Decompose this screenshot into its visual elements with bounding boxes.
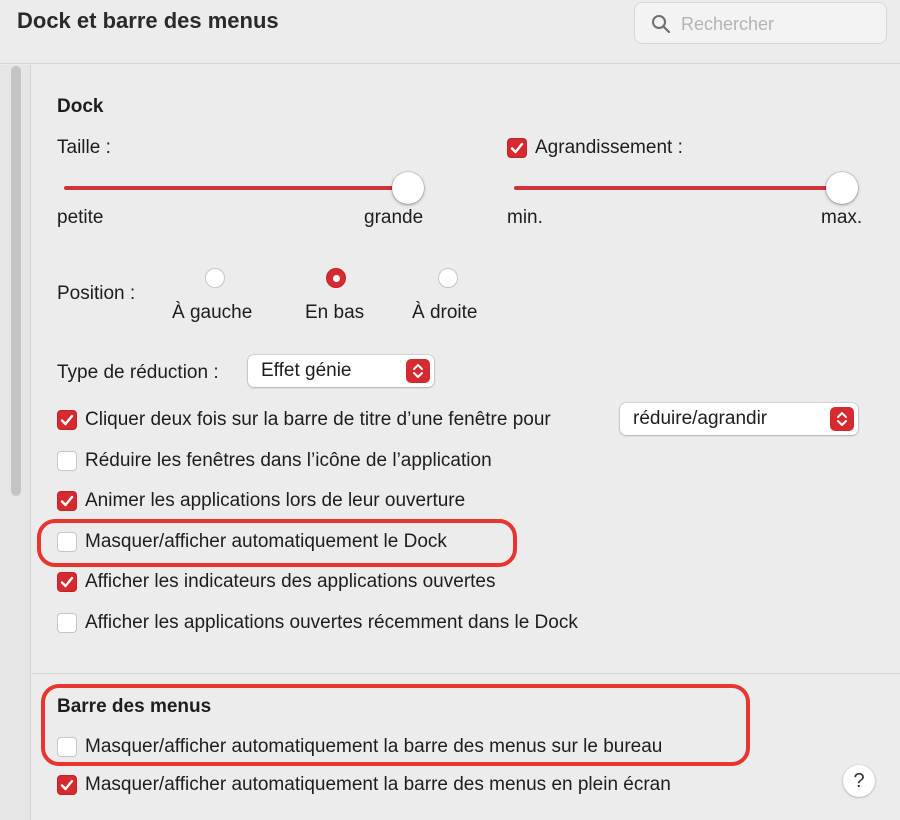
checkmark-icon xyxy=(60,778,74,792)
search-input[interactable] xyxy=(681,11,871,37)
window-title: Dock et barre des menus xyxy=(17,8,279,33)
position-bottom-radio[interactable] xyxy=(326,268,346,288)
position-label: Position : xyxy=(57,283,136,304)
autohide-menubar-desktop-label: Masquer/afficher automatiquement la barre des menus sur le bureau xyxy=(85,736,663,757)
magnification-slider[interactable] xyxy=(514,171,858,207)
magnification-slider-knob[interactable] xyxy=(826,172,858,204)
magnification-slider-track xyxy=(514,186,858,190)
search-field[interactable] xyxy=(634,2,887,44)
checkmark-icon xyxy=(60,413,74,427)
show-indicators-checkbox[interactable] xyxy=(57,572,77,592)
double-click-label: Cliquer deux fois sur la barre de titre d’une fenêtre pour xyxy=(85,409,551,430)
position-right-radio[interactable] xyxy=(438,268,458,288)
autohide-menubar-fullscreen-checkbox[interactable] xyxy=(57,775,77,795)
size-max-label: grande xyxy=(364,207,424,228)
magnification-max-label: max. xyxy=(821,207,863,228)
section-divider xyxy=(32,673,900,674)
position-left-label: À gauche xyxy=(172,302,253,323)
size-label: Taille : xyxy=(57,137,111,158)
size-slider[interactable] xyxy=(64,171,424,207)
minimize-into-app-checkbox[interactable] xyxy=(57,451,77,471)
show-recent-apps-checkbox[interactable] xyxy=(57,613,77,633)
popup-stepper-icon xyxy=(830,407,854,431)
size-min-label: petite xyxy=(57,207,104,228)
animate-apps-checkbox[interactable] xyxy=(57,491,77,511)
magnification-checkbox[interactable] xyxy=(507,138,527,158)
size-slider-knob[interactable] xyxy=(392,172,424,204)
autohide-dock-checkbox[interactable] xyxy=(57,532,77,552)
minimize-effect-popup[interactable] xyxy=(248,355,434,387)
help-button[interactable]: ? xyxy=(843,765,875,797)
show-indicators-label: Afficher les indicateurs des applications ouvertes xyxy=(85,571,496,592)
minimize-into-app-label: Réduire les fenêtres dans l’icône de l’application xyxy=(85,450,492,471)
show-recent-apps-label: Afficher les applications ouvertes récemment dans le Dock xyxy=(85,612,578,633)
animate-apps-label: Animer les applications lors de leur ouverture xyxy=(85,490,466,511)
checkmark-icon xyxy=(510,141,524,155)
double-click-popup[interactable] xyxy=(620,403,858,435)
checkmark-icon xyxy=(60,575,74,589)
position-left-radio[interactable] xyxy=(205,268,225,288)
autohide-menubar-fullscreen-label: Masquer/afficher automatiquement la barre des menus en plein écran xyxy=(85,774,671,795)
magnification-min-label: min. xyxy=(507,207,543,228)
minimize-effect-label: Type de réduction : xyxy=(57,362,219,383)
popup-stepper-icon xyxy=(406,359,430,383)
minimize-effect-value: Effet génie xyxy=(261,360,352,381)
checkmark-icon xyxy=(60,494,74,508)
position-right-label: À droite xyxy=(412,302,478,323)
search-icon xyxy=(651,14,671,34)
menubar-heading: Barre des menus xyxy=(57,696,212,717)
size-slider-track xyxy=(64,186,424,190)
dock-heading: Dock xyxy=(57,96,104,117)
double-click-value: réduire/agrandir xyxy=(633,408,768,429)
position-bottom-label: En bas xyxy=(305,302,365,323)
autohide-menubar-desktop-checkbox[interactable] xyxy=(57,737,77,757)
double-click-checkbox[interactable] xyxy=(57,410,77,430)
magnification-label: Agrandissement : xyxy=(535,137,683,158)
scrollbar-thumb[interactable] xyxy=(11,66,21,496)
autohide-dock-label: Masquer/afficher automatiquement le Dock xyxy=(85,531,447,552)
